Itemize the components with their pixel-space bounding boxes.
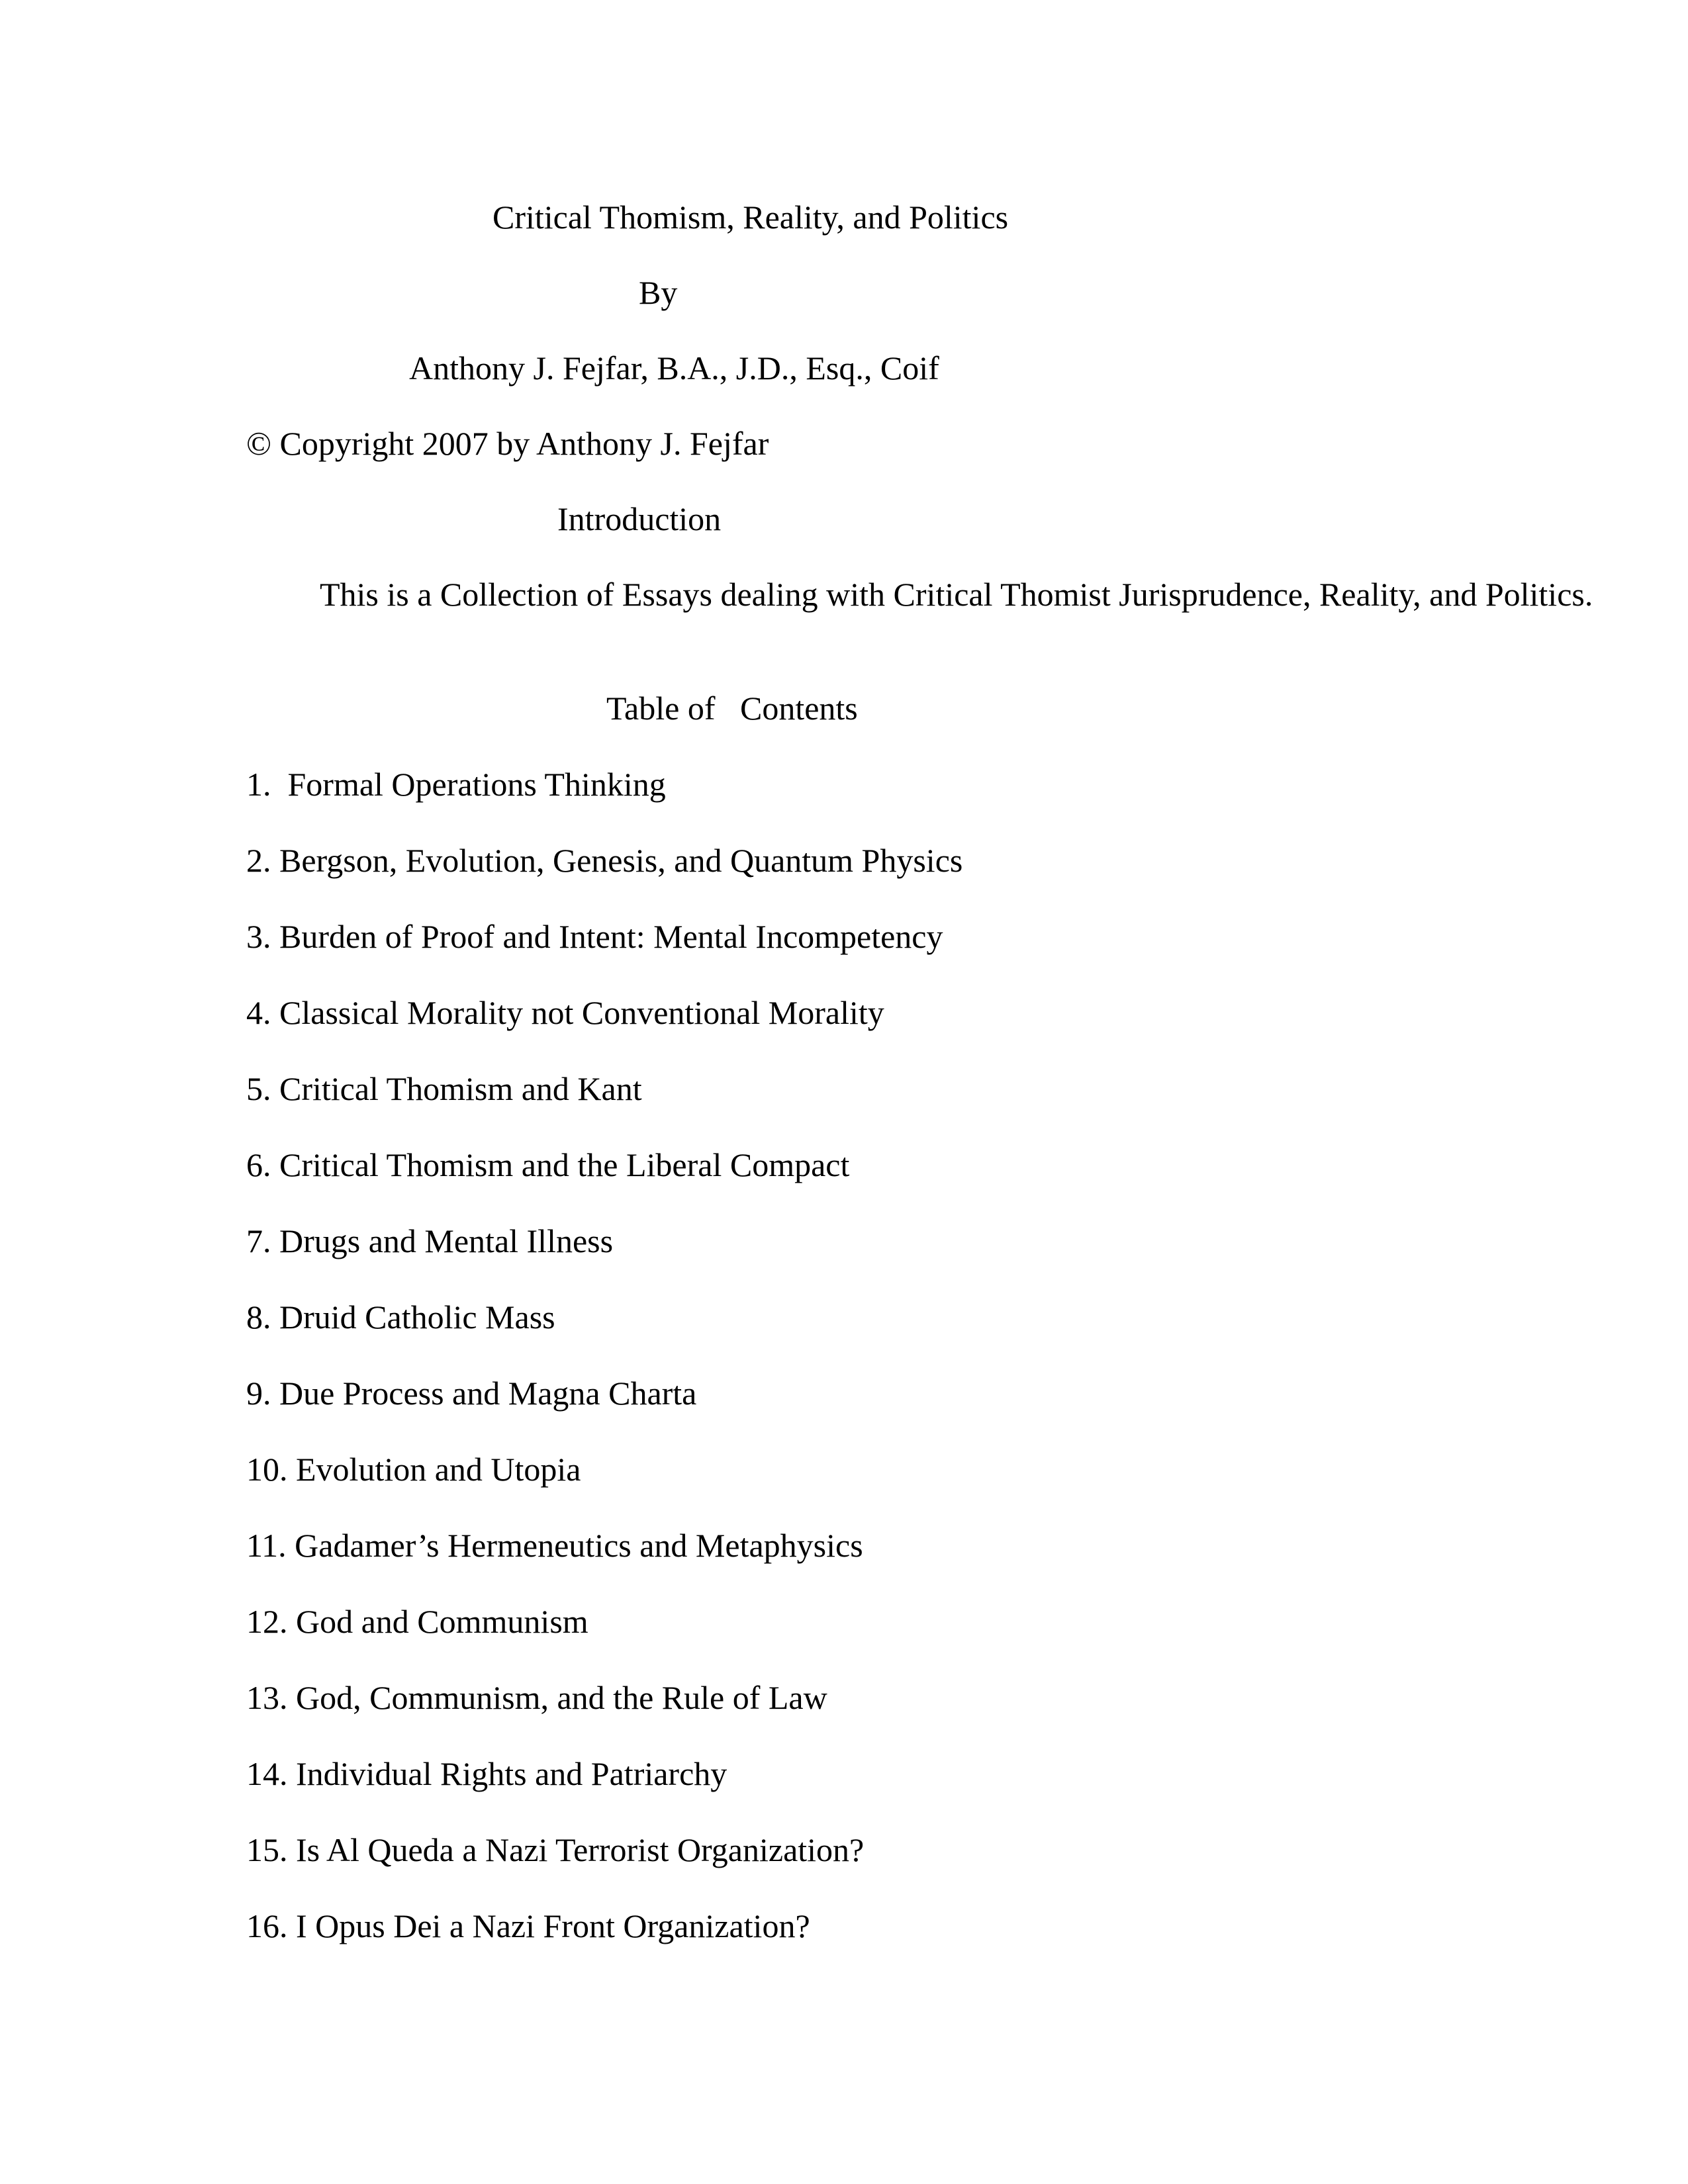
toc-item: 15. Is Al Queda a Nazi Terrorist Organization? [246, 1831, 865, 1868]
toc-item: 16. I Opus Dei a Nazi Front Organization? [246, 1907, 810, 1944]
toc-item: 2. Bergson, Evolution, Genesis, and Quantum Physics [246, 842, 963, 879]
toc-item: 10. Evolution and Utopia [246, 1451, 581, 1488]
toc-item: 5. Critical Thomism and Kant [246, 1070, 642, 1107]
introduction-text: This is a Collection of Essays dealing with Critical Thomist Jurisprudence, Reality, and Politics. [320, 576, 1593, 613]
byline-by: By [639, 274, 678, 311]
copyright-line: © Copyright 2007 by Anthony J. Fejfar [246, 425, 769, 462]
toc-item: 8. Druid Catholic Mass [246, 1298, 555, 1336]
toc-item: 1. Formal Operations Thinking [246, 766, 666, 803]
toc-item: 7. Drugs and Mental Illness [246, 1222, 614, 1259]
toc-heading: Table of Contents [606, 690, 858, 727]
toc-item: 9. Due Process and Magna Charta [246, 1375, 697, 1412]
toc-item: 6. Critical Thomism and the Liberal Compact [246, 1146, 850, 1183]
toc-item: 3. Burden of Proof and Intent: Mental Incompetency [246, 918, 943, 955]
table-of-contents [246, 764, 962, 1982]
author-line: Anthony J. Fejfar, B.A., J.D., Esq., Coif [409, 349, 939, 387]
toc-item: 12. God and Communism [246, 1603, 588, 1640]
toc-item: 11. Gadamer’s Hermeneutics and Metaphysics [246, 1527, 863, 1564]
toc-item: 13. God, Communism, and the Rule of Law [246, 1679, 827, 1716]
introduction-heading: Introduction [557, 500, 722, 537]
toc-item: 14. Individual Rights and Patriarchy [246, 1755, 727, 1792]
toc-item: 4. Classical Morality not Conventional Morality [246, 994, 884, 1031]
document-title: Critical Thomism, Reality, and Politics [492, 199, 1009, 236]
